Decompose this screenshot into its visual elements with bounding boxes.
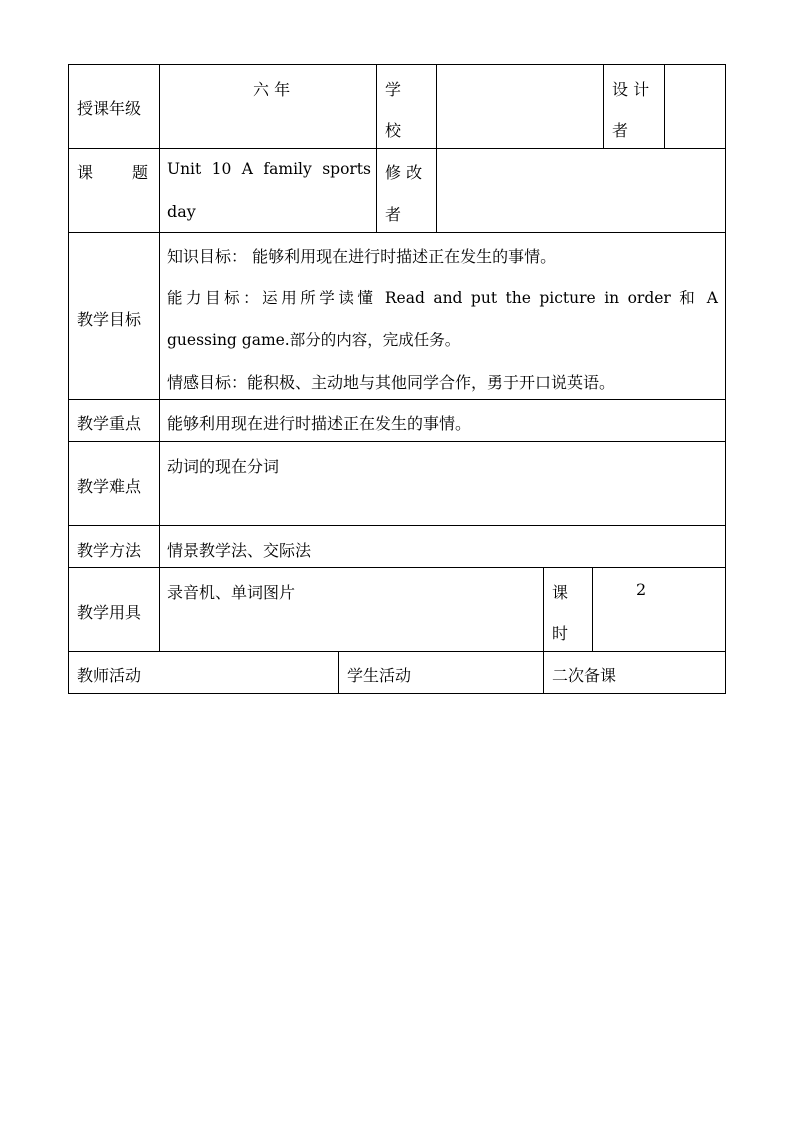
designer-label: 者	[612, 121, 629, 140]
difficulties-label: 教学难点	[77, 477, 142, 496]
key-points-value: 能够利用现在进行时描述正在发生的事情。	[167, 414, 472, 433]
difficulties-value: 动词的现在分词	[167, 457, 280, 476]
second-prep-header: 二次备课	[552, 666, 617, 685]
periods-value: 2	[636, 580, 647, 599]
row-divider	[68, 651, 726, 652]
table-border-top	[68, 64, 726, 65]
col-divider	[592, 567, 593, 651]
objectives-label: 教学目标	[77, 310, 142, 329]
col-divider	[376, 64, 377, 148]
grade-value: 六 年	[253, 80, 291, 99]
objective-ability: 能力目标：运用所学读懂 Read and put the picture in order 和 A	[167, 289, 718, 307]
col-divider	[543, 567, 544, 651]
periods-label: 时	[552, 624, 569, 643]
row-divider	[68, 148, 726, 149]
school-label: 学	[385, 80, 402, 99]
col-divider	[376, 148, 377, 232]
col-divider	[436, 64, 437, 148]
tools-value: 录音机、单词图片	[167, 583, 296, 602]
table-border-bottom	[68, 693, 726, 694]
grade-label: 授课年级	[77, 99, 142, 118]
topic-label: 题	[132, 163, 149, 182]
col-divider	[543, 651, 544, 693]
objective-ability: guessing game.部分的内容，完成任务。	[167, 331, 461, 349]
school-label: 校	[385, 121, 402, 140]
table-border-left	[68, 64, 69, 694]
topic-value: Unit 10 A family sports	[167, 160, 371, 178]
tools-label: 教学用具	[77, 603, 142, 622]
methods-label: 教学方法	[77, 541, 142, 560]
topic-label: 课	[77, 163, 94, 182]
methods-value: 情景教学法、交际法	[167, 541, 312, 560]
teacher-activity-header: 教师活动	[77, 666, 142, 685]
key-points-label: 教学重点	[77, 414, 142, 433]
row-divider	[68, 567, 726, 568]
table-border-right	[725, 64, 726, 694]
student-activity-header: 学生活动	[347, 666, 412, 685]
row-divider	[68, 525, 726, 526]
objective-emotion: 情感目标：能积极、主动地与其他同学合作，勇于开口说英语。	[167, 373, 616, 392]
reviser-label: 者	[385, 205, 402, 224]
periods-label: 课	[552, 583, 569, 602]
col-divider	[603, 64, 604, 148]
col-divider	[338, 651, 339, 693]
row-divider	[68, 441, 726, 442]
col-divider	[159, 64, 160, 652]
col-divider	[664, 64, 665, 148]
col-divider	[436, 148, 437, 232]
row-divider	[68, 232, 726, 233]
objective-knowledge: 知识目标： 能够利用现在进行时描述正在发生的事情。	[167, 247, 557, 266]
designer-label: 设 计	[612, 80, 650, 99]
reviser-label: 修 改	[385, 163, 423, 182]
row-divider	[68, 399, 726, 400]
topic-value: day	[167, 202, 196, 221]
